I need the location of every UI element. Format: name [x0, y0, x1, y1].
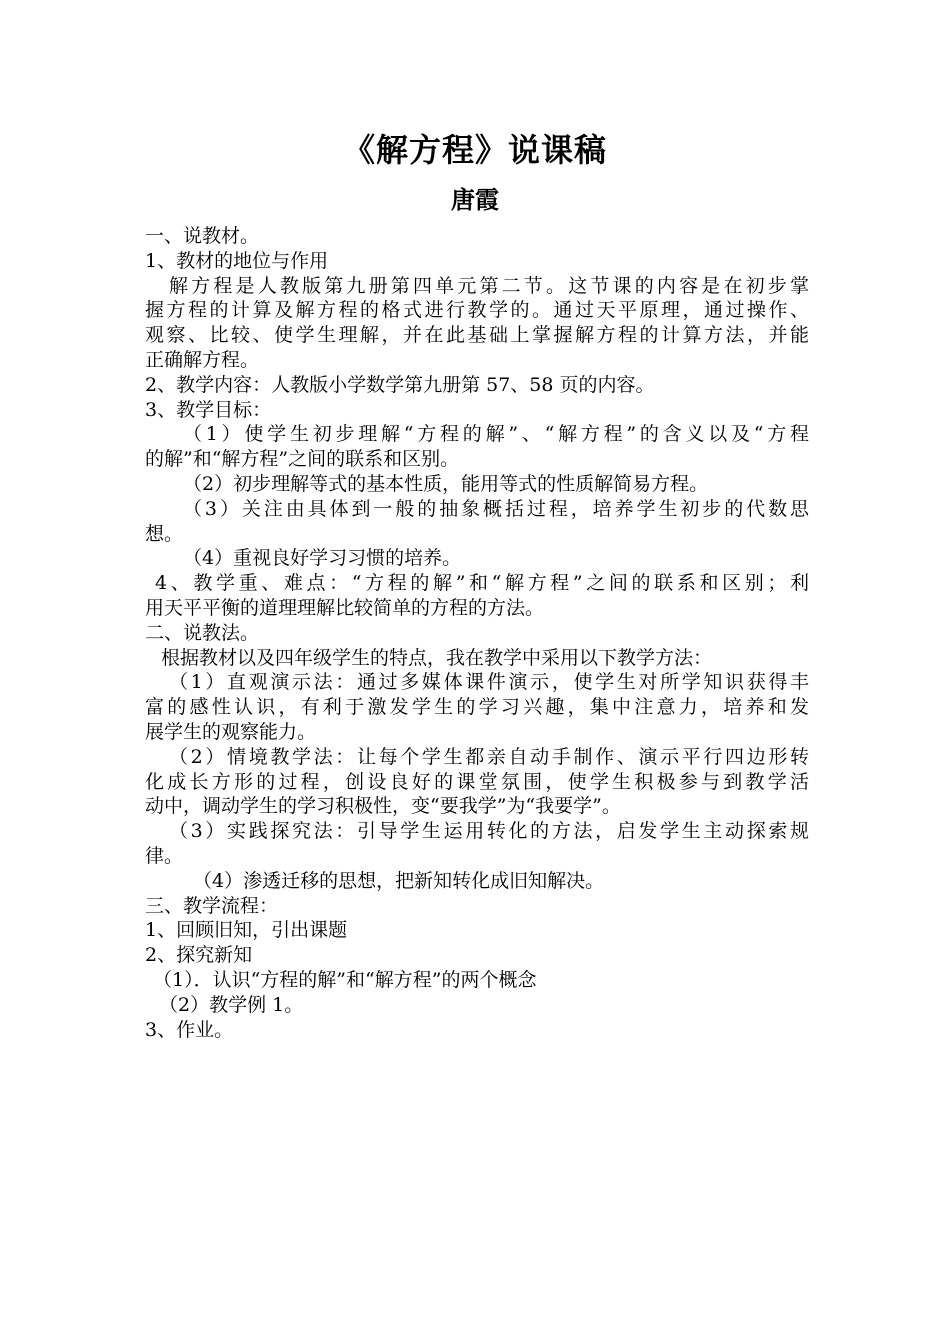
document-line: （3）关注由具体到一般的抽象概括过程，培养学生初步的代数思	[183, 497, 809, 520]
document-line: 想。	[145, 522, 184, 545]
document-line: （1）直观演示法：通过多媒体课件演示，使学生对所学知识获得丰	[169, 671, 809, 694]
document-line: （3）实践探究法：引导学生运用转化的方法，启发学生主动探索规	[169, 820, 809, 843]
document-title: 《解方程》说课稿	[342, 131, 607, 169]
document-line: 的解”和“解方程”之间的联系和区别。	[145, 448, 460, 471]
document-line: 解方程是人教版第九册第四单元第二节。这节课的内容是在初步掌	[169, 274, 809, 297]
document-line: 正确解方程。	[145, 348, 260, 371]
document-line: （2）情境教学法：让每个学生都亲自动手制作、演示平行四边形转	[169, 745, 809, 768]
document-line: 3、作业。	[145, 1018, 234, 1041]
document-line: （1）．认识“方程的解”和“解方程”的两个概念	[153, 968, 537, 991]
document-line: 展学生的观察能力。	[145, 720, 317, 743]
document-line: 律。	[145, 844, 184, 867]
document-line: 4、教学重、难点：“方程的解”和“解方程”之间的联系和区别；利	[155, 572, 809, 595]
document-line: 根据教材以及四年级学生的特点，我在教学中采用以下教学方法：	[161, 646, 713, 669]
document-author: 唐霞	[451, 186, 499, 214]
document-line: 三、教学流程：	[145, 894, 279, 917]
document-line: （4）重视良好学习习惯的培养。	[183, 547, 462, 570]
document-body	[145, 224, 809, 1042]
document-line: 2、探究新知	[145, 944, 253, 967]
document-line: （1）使学生初步理解“方程的解”、“解方程”的含义以及“方程	[183, 423, 809, 446]
document-line: 二、说教法。	[145, 621, 260, 644]
document-line: 1、回顾旧知，引出课题	[145, 919, 348, 942]
document-line: 化成长方形的过程，创设良好的课堂氛围，使学生积极参与到教学活	[145, 770, 809, 793]
document-line: 动中，调动学生的学习积极性，变“要我学”为“我要学”。	[145, 795, 621, 818]
document-line: （4）渗透迁移的思想，把新知转化成旧知解决。	[193, 869, 605, 892]
document-line: 3、教学目标：	[145, 398, 272, 421]
document-line: 1、教材的地位与作用	[145, 249, 329, 272]
document-line: 富的感性认识，有利于激发学生的学习兴趣，集中注意力，培养和发	[145, 696, 809, 719]
document-line: 握方程的计算及解方程的格式进行教学的。通过天平原理，通过操作、	[145, 299, 809, 322]
document-line: （2）初步理解等式的基本性质，能用等式的性质解简易方程。	[183, 472, 709, 495]
document-line: （2）教学例 1。	[159, 993, 304, 1016]
document-line: 观察、比较、使学生理解，并在此基础上掌握解方程的计算方法，并能	[145, 324, 809, 347]
document-line: 用天平平衡的道理理解比较简单的方程的方法。	[145, 596, 545, 619]
document-line: 一、说教材。	[145, 225, 260, 247]
document-line: 2、教学内容：人教版小学数学第九册第 57、58 页的内容。	[145, 373, 655, 396]
